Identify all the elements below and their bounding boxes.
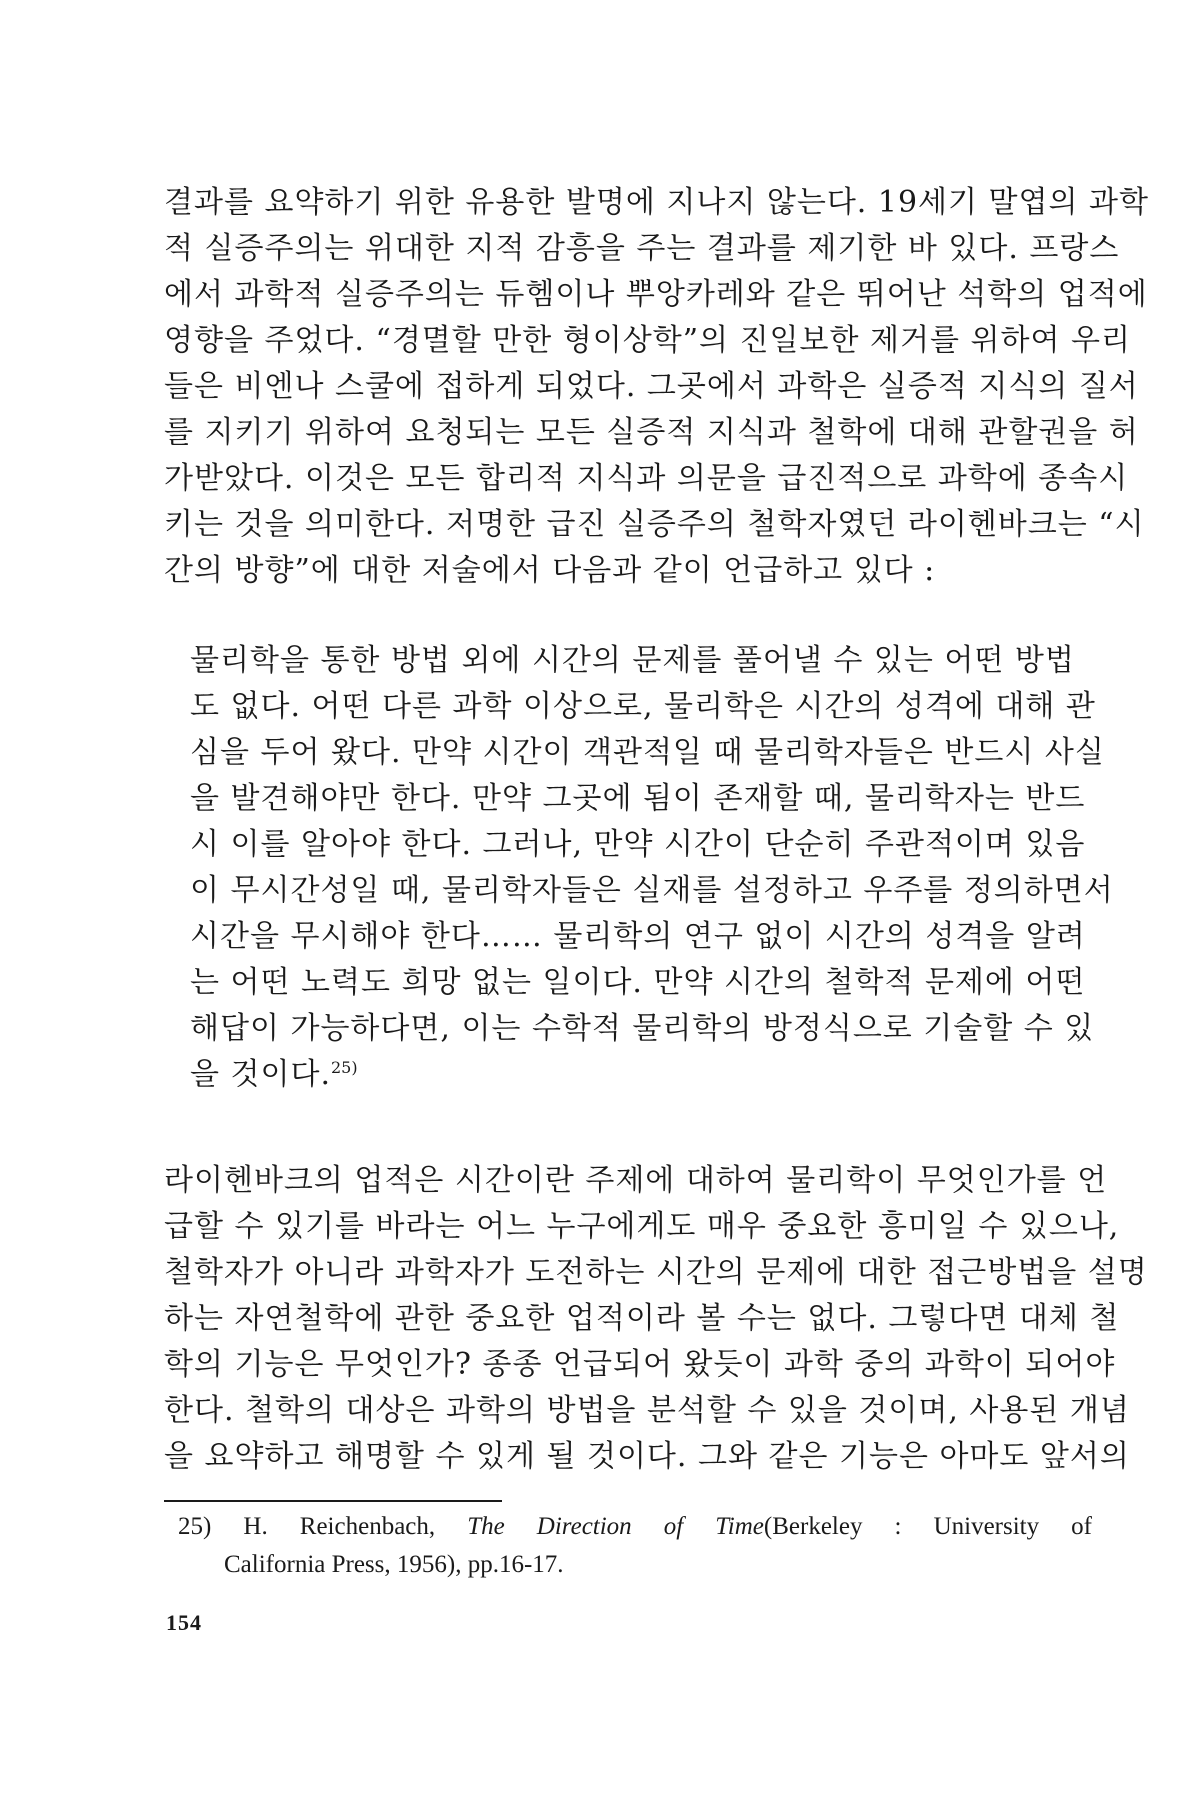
text-line: 키는 것을 의미한다. 저명한 급진 실증주의 철학자였던 라이헨바크는 “시 xyxy=(164,507,1145,542)
footnote-line-1 xyxy=(178,1508,1092,1546)
footnote-line-2: California Press, 1956), pp.16-17. xyxy=(224,1551,564,1578)
text-line: 결과를 요약하기 위한 유용한 발명에 지나지 않는다. 19세기 말엽의 과학 xyxy=(164,185,1149,220)
quote-text: 을 것이다. xyxy=(190,1057,331,1092)
text-line: 가받았다. 이것은 모든 합리적 지식과 의문을 급진적으로 과학에 종속시 xyxy=(164,461,1129,496)
text-line: 철학자가 아니라 과학자가 도전하는 시간의 문제에 대한 접근방법을 설명 xyxy=(164,1255,1148,1290)
quote-line: 시 이를 알아야 한다. 그러나, 만약 시간이 단순히 주관적이며 있음 xyxy=(190,827,1086,862)
quote-line: 물리학을 통한 방법 외에 시간의 문제를 풀어낼 수 있는 어떤 방법 xyxy=(190,643,1075,678)
footnote-reference: 25) xyxy=(331,1058,358,1077)
text-line: 학의 기능은 무엇인가? 종종 언급되어 왔듯이 과학 중의 과학이 되어야 xyxy=(164,1347,1116,1382)
quote-line: 해답이 가능하다면, 이는 수학적 물리학의 방정식으로 기술할 수 있 xyxy=(190,1011,1095,1046)
quote-line: 도 없다. 어떤 다른 과학 이상으로, 물리학은 시간의 성격에 대해 관 xyxy=(190,689,1096,724)
quote-line: 이 무시간성일 때, 물리학자들은 실재를 설정하고 우주를 정의하면서 xyxy=(190,873,1114,908)
text-line: 을 요약하고 해명할 수 있게 될 것이다. 그와 같은 기능은 아마도 앞서의 xyxy=(164,1439,1130,1474)
quote-line: 심을 두어 왔다. 만약 시간이 객관적일 때 물리학자들은 반드시 사실 xyxy=(190,735,1105,770)
quote-line: 는 어떤 노력도 희망 없는 일이다. 만약 시간의 철학적 문제에 어떤 xyxy=(190,965,1086,1000)
text-line: 라이헨바크의 업적은 시간이란 주제에 대하여 물리학이 무엇인가를 언 xyxy=(164,1163,1108,1198)
body-paragraph-1 xyxy=(164,180,1149,594)
quote-line: 시간을 무시해야 한다…… 물리학의 연구 없이 시간의 성격을 알려 xyxy=(190,919,1086,954)
footnote-publisher: (Berkeley : University of xyxy=(763,1513,1093,1540)
body-paragraph-2 xyxy=(164,1158,1148,1480)
text-line: 한다. 철학의 대상은 과학의 방법을 분석할 수 있을 것이며, 사용된 개념 xyxy=(164,1393,1130,1428)
footnote-divider xyxy=(164,1500,502,1502)
footnote-number: 25) xyxy=(178,1513,212,1540)
text-line: 를 지키기 위하여 요청되는 모든 실증적 지식과 철학에 대해 관할권을 허 xyxy=(164,415,1139,450)
text-line: 간의 방향”에 대한 저술에서 다음과 같이 언급하고 있다 : xyxy=(164,553,936,588)
footnote-title: The Direction of Time xyxy=(467,1513,764,1540)
text-line: 적 실증주의는 위대한 지적 감흥을 주는 결과를 제기한 바 있다. 프랑스 xyxy=(164,231,1120,266)
text-line: 하는 자연철학에 관한 중요한 업적이라 볼 수는 없다. 그렇다면 대체 철 xyxy=(164,1301,1120,1336)
block-quote xyxy=(190,638,1114,1098)
footnote xyxy=(178,1508,1092,1584)
text-line: 들은 비엔나 스쿨에 접하게 되었다. 그곳에서 과학은 실증적 지식의 질서 xyxy=(164,369,1139,404)
text-line: 급할 수 있기를 바라는 어느 누구에게도 매우 중요한 흥미일 수 있으나, xyxy=(164,1209,1120,1244)
quote-line: 을 발견해야만 한다. 만약 그곳에 됨이 존재할 때, 물리학자는 반드 xyxy=(190,781,1086,816)
text-line: 에서 과학적 실증주의는 듀헴이나 뿌앙카레와 같은 뛰어난 석학의 업적에 xyxy=(164,277,1148,312)
footnote-author: H. Reichenbach, xyxy=(243,1513,436,1540)
text-line: 영향을 주었다. “경멸할 만한 형이상학”의 진일보한 제거를 위하여 우리 xyxy=(164,323,1131,358)
quote-line-last xyxy=(190,1052,1066,1098)
page-number: 154 xyxy=(166,1610,202,1635)
